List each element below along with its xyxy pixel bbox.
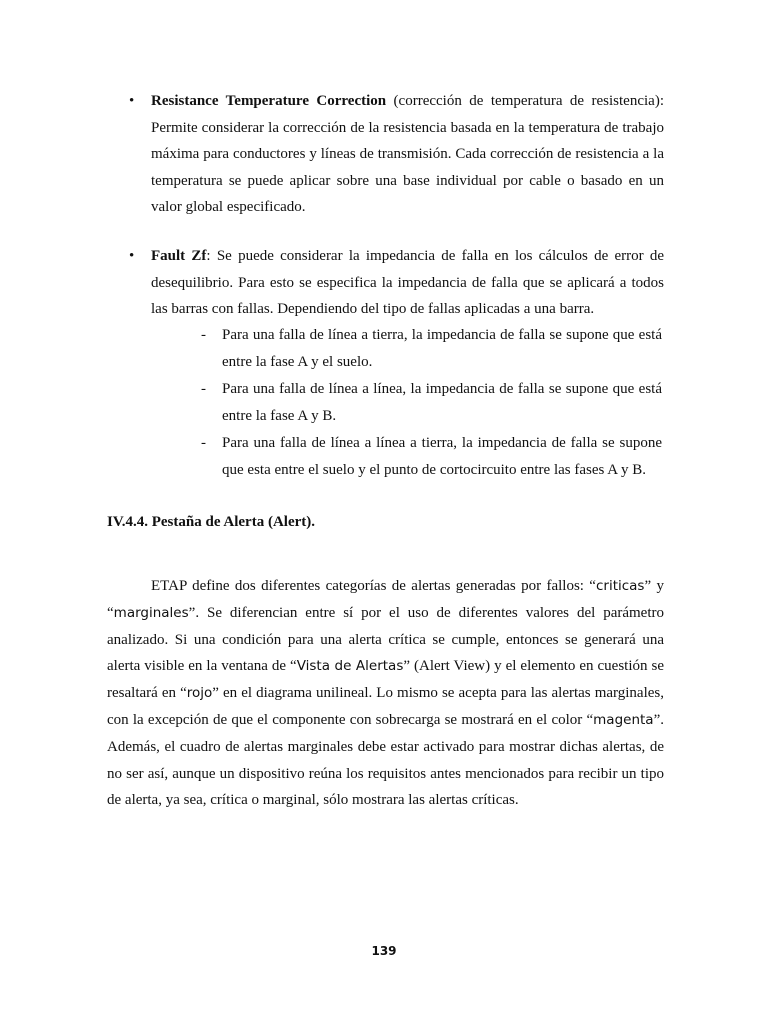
bullet-item-resistance-temperature bbox=[129, 88, 664, 221]
page-number: 139 bbox=[371, 944, 397, 958]
paragraph-text: ” (Alert View) y el elemento en cuestión se resaltará en “ bbox=[107, 658, 665, 702]
term-marginales: marginales bbox=[113, 604, 189, 621]
dash-text: Para una falla de línea a tierra, la impedancia de falla se supone que está entre la fase A y el suelo. bbox=[222, 327, 662, 370]
bullet-text: : Se puede considerar la impedancia de falla en los cálculos de error de desequilibrio. Para esto se especifica la impedancia de falla que se aplicará a todos las barras con fallas. Dependiendo del tipo de fallas aplicadas a una barra. bbox=[151, 248, 665, 317]
term-magenta: magenta bbox=[593, 711, 654, 728]
dash-marker: - bbox=[201, 435, 206, 451]
bullet-term: Fault Zf bbox=[151, 248, 207, 264]
bullet-item-fault-zf bbox=[129, 243, 665, 323]
dash-marker: - bbox=[201, 327, 206, 343]
body-paragraph bbox=[107, 573, 664, 814]
paragraph-text: ”. Además, el cuadro de alertas marginales debe estar activado para mostrar dichas alertas, de no ser así, aunque un dispositivo reúna los requisitos antes mencionados para recibir un tipo de alerta, ya sea, crítica o marginal, sólo mostrara las alertas críticas. bbox=[107, 711, 664, 809]
bullet-text: (corrección de temperatura de resistencia): Permite considerar la corrección de la resistencia basada en la temperatura de trabajo máxima para conductores y líneas de transmisión. Cada corrección de resistencia a la temperatura se puede aplicar sobre una base individual por cable o basado en un valor global especificado. bbox=[151, 93, 664, 215]
paragraph-text: ETAP define dos diferentes categorías de alertas generadas por fallos: “ bbox=[151, 578, 596, 594]
dash-item-line-to-line bbox=[201, 376, 662, 430]
paragraph-text: ” y “ bbox=[107, 578, 664, 621]
dash-item-line-to-ground bbox=[201, 322, 662, 376]
dash-marker: - bbox=[201, 381, 206, 397]
section-heading: IV.4.4. Pestaña de Alerta (Alert). bbox=[107, 514, 316, 530]
term-rojo: rojo bbox=[186, 685, 213, 702]
paragraph-text: ”. Se diferencian entre sí por el uso de diferentes valores del parámetro analizado. Si una condición para una alerta crítica se cumple, entonces se generará una alerta visible en la ventana de “ bbox=[107, 604, 664, 675]
bullet-marker: • bbox=[129, 93, 135, 109]
dash-item-line-line-ground bbox=[201, 430, 662, 484]
dash-text: Para una falla de línea a línea, la impedancia de falla se supone que está entre la fase A y B. bbox=[222, 381, 662, 424]
term-vista-de-alertas: Vista de Alertas bbox=[296, 658, 404, 675]
dash-text: Para una falla de línea a línea a tierra, la impedancia de falla se supone que esta entre el suelo y el punto de cortocircuito entre las fases A y B. bbox=[222, 435, 662, 478]
paragraph-text: ” en el diagrama unilineal. Lo mismo se acepta para las alertas marginales, con la excepción de que el componente con sobrecarga se mostrará en el color “ bbox=[107, 685, 664, 728]
bullet-marker: • bbox=[129, 248, 135, 264]
bullet-term: Resistance Temperature Correction bbox=[151, 93, 387, 109]
term-criticas: criticas bbox=[595, 578, 645, 594]
